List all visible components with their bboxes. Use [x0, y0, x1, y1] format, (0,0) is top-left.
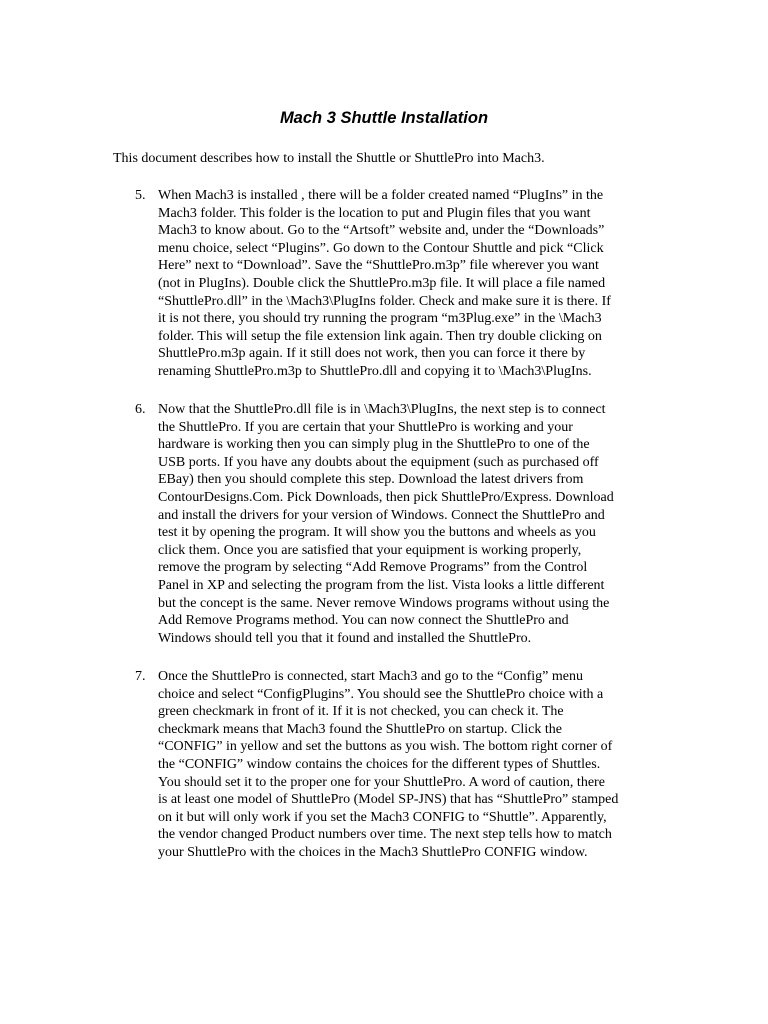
text-line: Here” next to “Download”. Save the “ShuttlePro.m3p” file wherever you want [158, 258, 599, 274]
text-line: test it by opening the program. It will show you the buttons and wheels as you [158, 525, 596, 541]
text-line: renaming ShuttlePro.m3p to ShuttlePro.dll and copying it to \Mach3\PlugIns. [158, 363, 592, 379]
text-line: When Mach3 is installed , there will be a folder created named “PlugIns” in the [158, 188, 604, 203]
text-line: ShuttlePro.m3p again. If it still does not work, then you can force it there by [158, 346, 586, 362]
text-line: the ShuttlePro. If you are certain that your ShuttlePro is working and your [158, 419, 573, 435]
text-line: choice and select “ConfigPlugins”. You should see the ShuttlePro choice with a [158, 686, 604, 702]
list-item-text [158, 187, 660, 381]
text-line: the vendor changed Product numbers over time. The next step tells how to match [158, 827, 612, 843]
text-line: on it but will only work if you set the Mach3 CONFIG to “Shuttle”. Apparently, [158, 809, 607, 825]
list-item-5 [112, 187, 660, 381]
text-line: “CONFIG” in yellow and set the buttons as you wish. The bottom right corner of [158, 739, 613, 755]
text-line: Windows should tell you that it found and installed the ShuttlePro. [158, 630, 532, 646]
text-line: Mach3 folder. This folder is the location to put and Plugin files that you want [158, 205, 591, 221]
text-line: USB ports. If you have any doubts about the equipment (such as purchased off [158, 454, 599, 470]
text-line: menu choice, select “Plugins”. Go down to the Contour Shuttle and pick “Click [158, 240, 604, 256]
document-title: Mach 3 Shuttle Installation [279, 109, 489, 127]
text-line: the “CONFIG” window contains the choices for the different types of Shuttles. [158, 756, 601, 772]
text-line: hardware is working then you can simply plug in the ShuttlePro to one of the [158, 437, 590, 453]
text-line: click them. Once you are satisfied that your equipment is working properly, [158, 542, 582, 558]
list-item-number: 5. [135, 188, 146, 203]
text-line: Add Remove Programs method. You can now connect the ShuttlePro and [158, 613, 569, 629]
list-item-6 [112, 401, 660, 647]
text-line: Mach3 to know about. Go to the “Artsoft” website and, under the “Downloads” [158, 223, 605, 239]
text-line: and install the drivers for your version of Windows. Connect the ShuttlePro and [158, 507, 605, 523]
text-line: checkmark means that Mach3 found the ShuttlePro on startup. Click the [158, 721, 562, 737]
list-item-text [158, 668, 660, 862]
list-item-number: 6. [135, 402, 146, 417]
text-line: is at least one model of ShuttlePro (Model SP-JNS) that has “ShuttlePro” stamped [158, 792, 619, 808]
text-line: but the concept is the same. Never remove Windows programs without using the [158, 595, 610, 611]
text-line: your ShuttlePro with the choices in the Mach3 ShuttlePro CONFIG window. [158, 844, 588, 860]
text-line: EBay) then you should complete this step. Download the latest drivers from [158, 472, 584, 488]
text-line: green checkmark in front of it. If it is not checked, you can check it. The [158, 704, 564, 720]
text-line: “ShuttlePro.dll” in the \Mach3\PlugIns folder. Check and make sure it is there. If [158, 293, 611, 309]
list-item-7 [112, 668, 660, 862]
intro-paragraph: This document describes how to install the Shuttle or ShuttlePro into Mach3. [113, 151, 545, 166]
list-item-text [158, 401, 660, 647]
text-line: folder. This will setup the file extension link again. Then try double clicking on [158, 328, 602, 344]
text-line: remove the program by selecting “Add Remove Programs” from the Control [158, 560, 588, 576]
list-item-number: 7. [135, 669, 146, 684]
text-line: it is not there, you should try running the program “m3Plug.exe” in the \Mach3 [158, 311, 602, 327]
text-line: Now that the ShuttlePro.dll file is in \Mach3\PlugIns, the next step is to connect [158, 402, 606, 417]
text-line: You should set it to the proper one for your ShuttlePro. A word of caution, there [158, 774, 605, 790]
text-line: Once the ShuttlePro is connected, start Mach3 and go to the “Config” menu [158, 669, 583, 684]
text-line: ContourDesigns.Com. Pick Downloads, then pick ShuttlePro/Express. Download [158, 489, 614, 505]
text-line: Panel in XP and selecting the program from the list. Vista looks a little different [158, 577, 605, 593]
text-line: (not in PlugIns). Double click the ShuttlePro.m3p file. It will place a file named [158, 275, 606, 291]
